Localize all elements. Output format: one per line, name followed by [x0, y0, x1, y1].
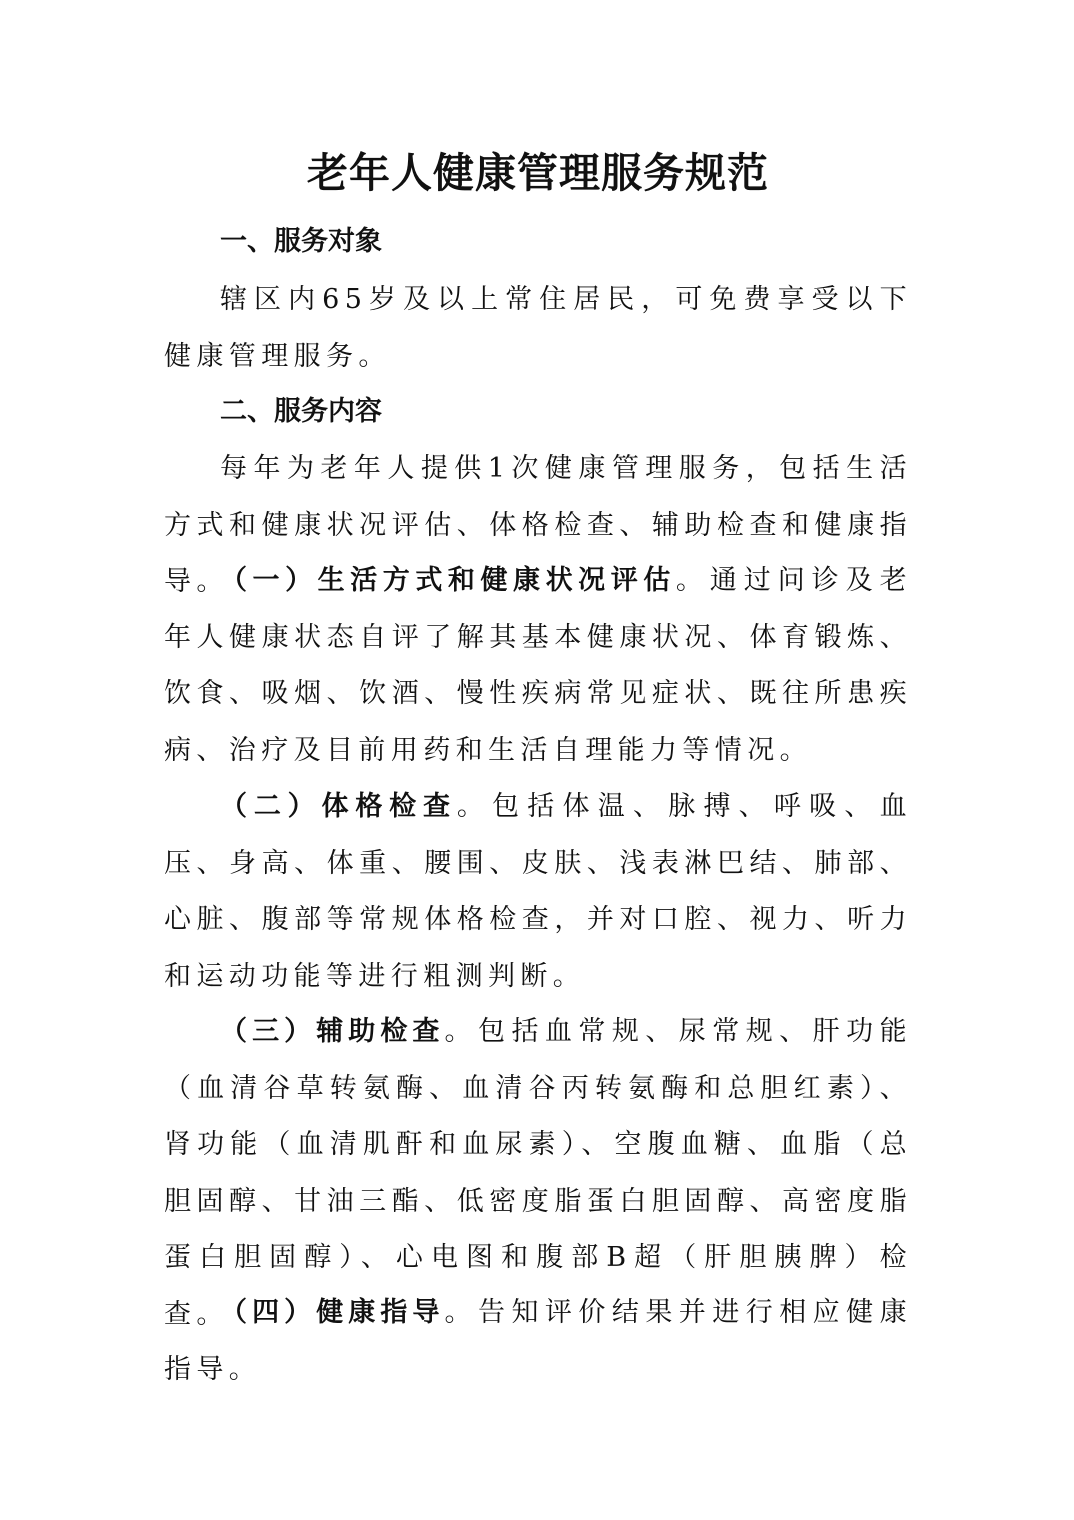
- section-heading-service-target: 一、服务对象: [220, 226, 382, 257]
- paragraph-lead: （一）生活方式和健康状况评估: [220, 565, 676, 596]
- paragraph-health-guidance: [164, 1285, 912, 1398]
- paragraph-text: 辖区内65岁及以上常住居民，可免费享受以下健康管理服务。: [164, 284, 912, 372]
- paragraph-text: 每年为老年人提供1次健康管理服务，包括生活方式和健康状况评估、体格检查、辅助检查和健康指导。: [164, 453, 912, 597]
- paragraph-text: 。包括体温、脉搏、呼吸、血压、身高、体重、腰围、皮肤、浅表淋巴结、肺部、心脏、腹部等常规体格检查，并对口腔、视力、听力和运动功能等进行粗测判断。: [164, 791, 913, 992]
- document-title: 老年人健康管理服务规范: [307, 149, 769, 197]
- paragraph-text: 。告知评价结果并进行相应健康指导。: [164, 1297, 913, 1385]
- paragraph-text: 。包括血常规、尿常规、肝功能（血清谷草转氨酶、血清谷丙转氨酶和总胆红素）、肾功能（血清肌酐和血尿素）、空腹血糖、血脂（总胆固醇、甘油三酯、低密度脂蛋白胆固醇、高密度脂蛋白胆固醇）、心电图和腹部B超（肝胆胰脾）检查。: [164, 1016, 913, 1330]
- paragraph-lead: （三）辅助检查: [220, 1016, 445, 1047]
- paragraph-text: 。通过问诊及老年人健康状态自评了解其基本健康状况、体育锻炼、饮食、吸烟、饮酒、慢性疾病常见症状、既往所患疾病、治疗及目前用药和生活自理能力等情况。: [164, 565, 912, 766]
- paragraph-lead: （二）体格检查: [220, 791, 457, 822]
- paragraph-lifestyle-assessment: [164, 553, 912, 779]
- paragraph-lead: （四）健康指导: [220, 1297, 445, 1328]
- section-heading-service-content: 二、服务内容: [220, 396, 382, 427]
- paragraph-physical-exam: [164, 779, 912, 1005]
- paragraph-service-target: [164, 272, 912, 385]
